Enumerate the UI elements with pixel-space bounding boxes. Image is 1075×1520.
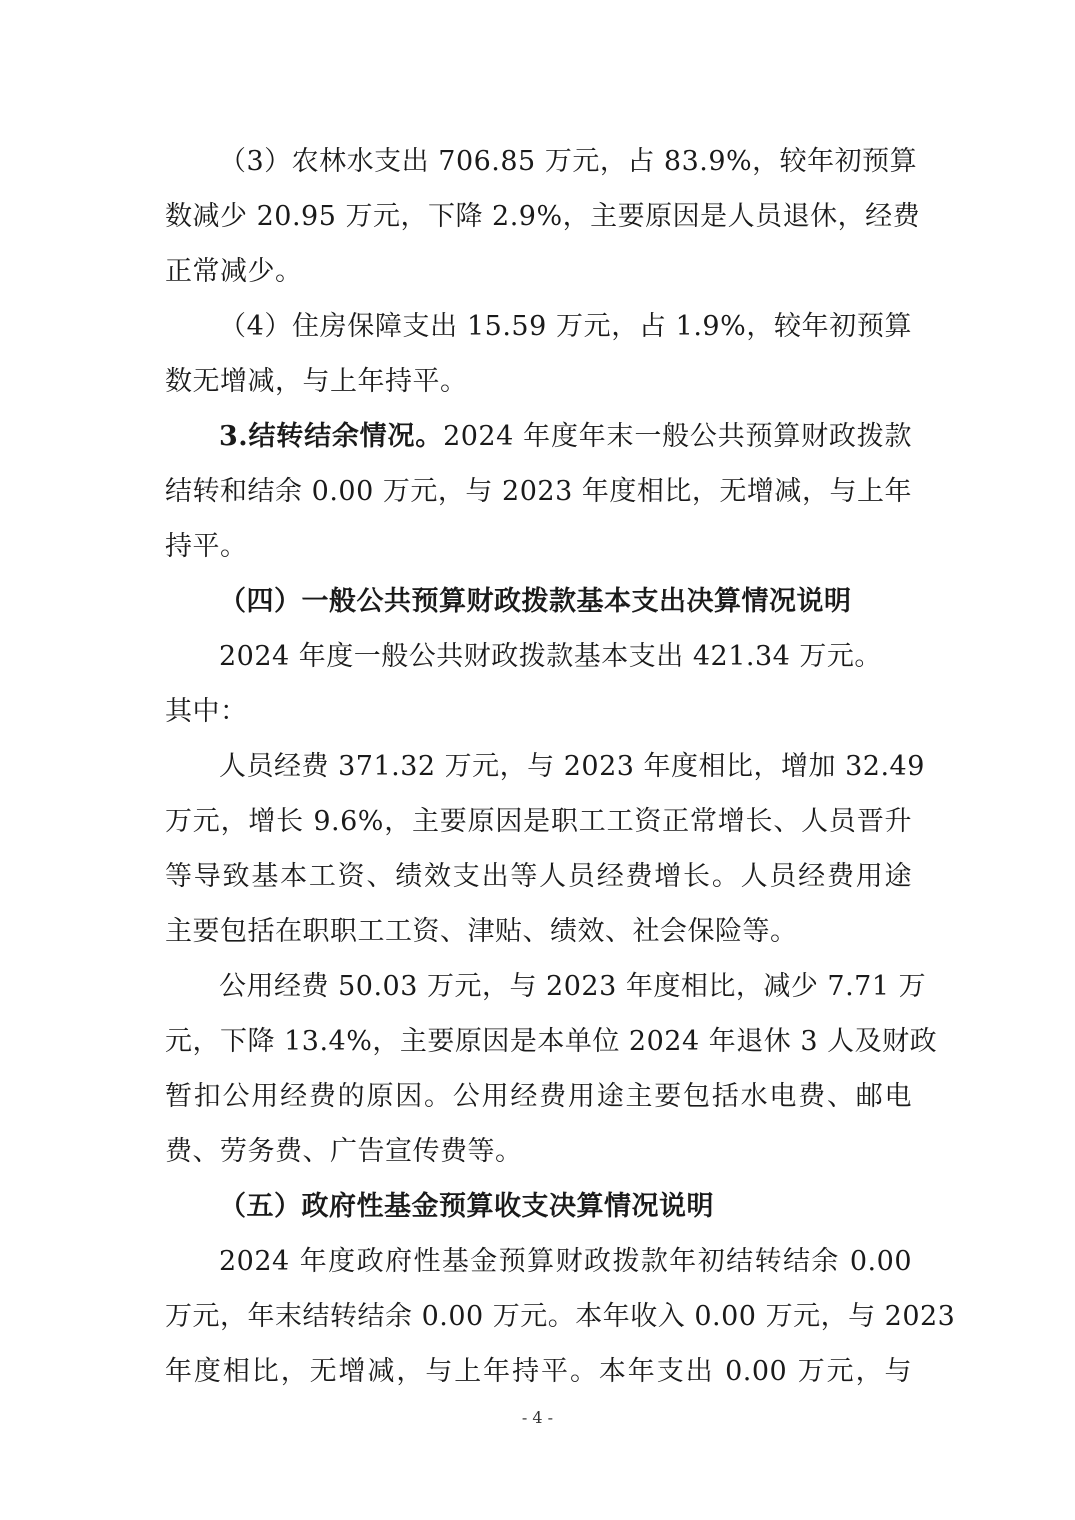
paragraph-text: 2024 年度年末一般公共预算财政拨款 <box>443 421 913 452</box>
section-heading: （四）一般公共预算财政拨款基本支出决算情况说明 <box>219 586 852 617</box>
paragraph-line: 2024 年度政府性基金预算财政拨款年初结转结余 0.00 <box>219 1246 912 1277</box>
paragraph-line: 结转和结余 0.00 万元，与 2023 年度相比，无增减，与上年 <box>165 476 912 507</box>
paragraph-line: 元，下降 13.4%，主要原因是本单位 2024 年退休 3 人及财政 <box>165 1026 938 1057</box>
paragraph-line <box>165 409 912 464</box>
document-body <box>165 134 956 1399</box>
section-heading: （五）政府性基金预算收支决算情况说明 <box>219 1191 714 1222</box>
paragraph-line: 2024 年度一般公共财政拨款基本支出 421.34 万元。 <box>219 641 882 672</box>
paragraph-line: 年度相比，无增减，与上年持平。本年支出 0.00 万元，与 <box>165 1356 912 1387</box>
paragraph-line: 人员经费 371.32 万元，与 2023 年度相比，增加 32.49 <box>219 751 925 782</box>
paragraph-line: 公用经费 50.03 万元，与 2023 年度相比，减少 7.71 万 <box>219 971 927 1002</box>
paragraph-line: 其中： <box>165 696 248 727</box>
page-number: - 4 - <box>521 1408 554 1427</box>
paragraph-line: 暂扣公用经费的原因。公用经费用途主要包括水电费、邮电 <box>165 1081 912 1112</box>
paragraph-line: 万元，年末结转结余 0.00 万元。本年收入 0.00 万元，与 2023 <box>165 1301 956 1332</box>
paragraph-line: 数无增减，与上年持平。 <box>165 366 468 397</box>
paragraph-line: 万元，增长 9.6%，主要原因是职工工资正常增长、人员晋升 <box>165 806 912 837</box>
subsection-title: 3.结转结余情况。 <box>219 421 444 452</box>
paragraph-line: （3）农林水支出 706.85 万元，占 83.9%，较年初预算 <box>219 146 918 177</box>
paragraph-line: 数减少 20.95 万元，下降 2.9%，主要原因是人员退休，经费 <box>165 201 921 232</box>
paragraph-line: 费、劳务费、广告宣传费等。 <box>165 1136 523 1167</box>
paragraph-line: （4）住房保障支出 15.59 万元，占 1.9%，较年初预算 <box>219 311 912 342</box>
paragraph-line: 持平。 <box>165 531 248 562</box>
paragraph-line: 正常减少。 <box>165 256 303 287</box>
paragraph-line: 主要包括在职职工工资、津贴、绩效、社会保险等。 <box>165 916 798 947</box>
paragraph-line: 等导致基本工资、绩效支出等人员经费增长。人员经费用途 <box>165 861 912 892</box>
